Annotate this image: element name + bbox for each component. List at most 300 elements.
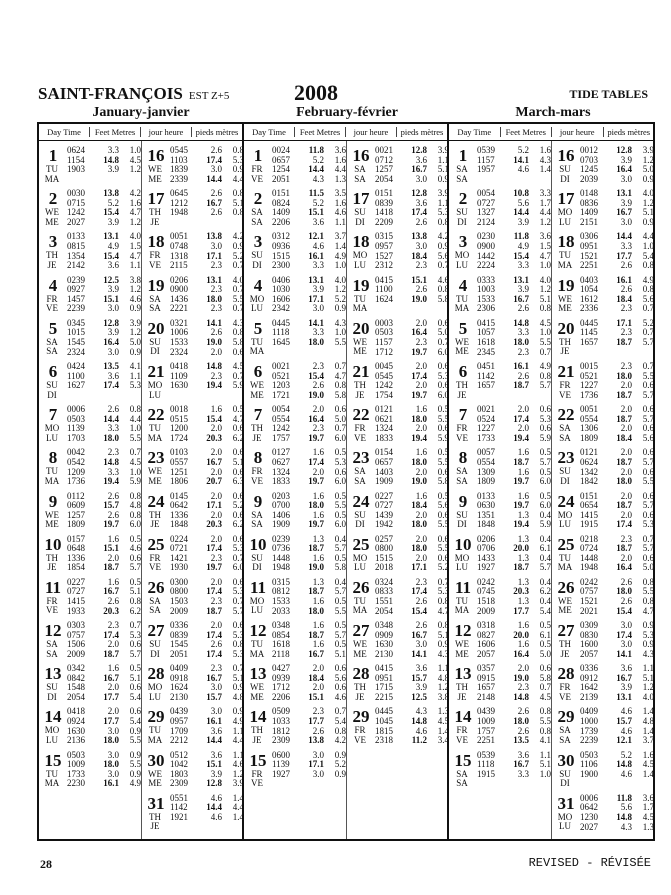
tide-time: 1736 — [67, 476, 85, 487]
column-header: pieds mètres — [603, 127, 655, 137]
tide-feet: 16.7 — [206, 456, 222, 467]
weekday-en: MO — [352, 552, 368, 563]
tide-time: 1157 — [477, 154, 495, 165]
tide-row — [170, 563, 244, 573]
tide-feet: 1.6 — [107, 576, 119, 587]
day-label — [449, 707, 477, 750]
tide-row — [67, 434, 141, 444]
tide-time: 0045 — [375, 360, 393, 371]
tide-time: 1433 — [477, 552, 495, 563]
tide-time: 0427 — [272, 663, 290, 674]
day-label — [552, 751, 580, 794]
tide-time: 2130 — [375, 648, 393, 659]
tide-feet: 2.6 — [620, 260, 632, 271]
tide-list — [170, 621, 244, 664]
tide-time: 1157 — [375, 336, 393, 347]
tide-time: 0345 — [67, 317, 85, 328]
tide-time: 0706 — [477, 543, 495, 554]
tide-feet: 19.7 — [308, 519, 324, 530]
weekday — [244, 424, 270, 443]
tide-metres: 5.6 — [437, 500, 449, 511]
day-entry — [449, 276, 551, 319]
tide-metres: 0.6 — [232, 346, 244, 357]
day-label — [244, 146, 272, 189]
day-label — [142, 664, 170, 707]
weekday-fr: VE — [149, 259, 161, 270]
day-entry — [552, 232, 654, 275]
tide-metres: 0.9 — [437, 173, 449, 184]
tide-metres: 4.3 — [437, 648, 449, 659]
tide-time: 1242 — [67, 207, 85, 218]
day-entry — [552, 492, 654, 535]
weekday — [449, 554, 475, 573]
tide-list — [67, 405, 141, 448]
tide-feet: 15.1 — [103, 543, 119, 554]
tide-time: 2221 — [170, 303, 188, 314]
tide-time: 1251 — [170, 466, 188, 477]
tide-time: 1009 — [477, 716, 495, 727]
page-number: 28 — [40, 857, 52, 871]
tide-feet: 14.1 — [411, 648, 427, 659]
tide-metres: 4.0 — [642, 692, 654, 703]
weekday-fr: JE — [457, 389, 467, 400]
tide-time: 0103 — [170, 447, 188, 458]
tide-time: 0839 — [375, 197, 393, 208]
tide-feet: 17.4 — [206, 629, 222, 640]
weekday — [552, 597, 578, 616]
day-label — [449, 535, 477, 578]
tide-metres: 0.5 — [334, 509, 346, 520]
tide-time: 1421 — [170, 552, 188, 563]
day-entry — [552, 189, 654, 232]
tide-metres: 5.3 — [437, 586, 449, 597]
tide-feet: 3.3 — [107, 423, 119, 434]
day-number: 25 — [147, 534, 165, 554]
day-number: 12 — [44, 621, 62, 641]
weekday — [39, 467, 65, 486]
tide-time: 1712 — [272, 682, 290, 693]
tide-time: 1948 — [170, 207, 188, 218]
tide-metres: 6.0 — [334, 432, 346, 443]
day-number: 21 — [147, 361, 165, 381]
tide-feet: 18.0 — [616, 586, 632, 597]
weekday — [142, 597, 168, 616]
tide-feet: 2.0 — [107, 639, 119, 650]
tide-feet: 3.3 — [107, 145, 119, 155]
day-entry — [552, 146, 654, 189]
tide-feet: 15.7 — [616, 716, 632, 727]
tide-feet: 1.3 — [312, 576, 324, 587]
tide-metres: 5.5 — [129, 759, 141, 770]
tide-metres: 0.9 — [129, 303, 141, 314]
tide-row — [67, 520, 141, 530]
days-1-15 — [449, 141, 551, 839]
tide-feet: 11.5 — [308, 188, 324, 199]
tide-row — [477, 304, 551, 314]
day-label — [552, 707, 580, 750]
weekday-fr: DI — [560, 778, 570, 789]
day-number: 25 — [352, 534, 370, 554]
tide-feet: 19.0 — [308, 389, 324, 400]
tide-row — [477, 693, 551, 703]
tide-feet: 1.6 — [210, 404, 222, 415]
column-header: Feet Metres — [89, 127, 140, 137]
tide-metres: 0.5 — [539, 447, 551, 458]
weekday — [552, 554, 578, 573]
tide-metres: 4.9 — [129, 778, 141, 789]
tide-metres: 1.6 — [129, 197, 141, 208]
weekday — [142, 165, 168, 184]
tide-feet: 19.7 — [513, 476, 529, 487]
day-label — [552, 621, 580, 664]
day-number: 2 — [48, 189, 58, 209]
tide-list — [67, 362, 141, 405]
tide-time: 1600 — [580, 639, 598, 650]
day-entry — [244, 707, 346, 750]
weekday-en: SA — [149, 595, 161, 606]
weekday-en: SA — [354, 466, 366, 477]
weekday-en: SU — [251, 552, 263, 563]
tide-metres: 5.6 — [642, 293, 654, 304]
tide-metres: 1.1 — [437, 663, 449, 674]
tide-time: 1230 — [580, 812, 598, 822]
tide-feet: 15.7 — [206, 692, 222, 703]
tide-feet: 3.0 — [312, 749, 324, 760]
day-entry — [449, 146, 551, 189]
tide-metres: 0.5 — [437, 404, 449, 415]
tide-feet: 20.3 — [206, 432, 222, 443]
tide-metres: 0.7 — [437, 336, 449, 347]
day-label — [552, 794, 580, 837]
tide-feet: 16.7 — [616, 672, 632, 683]
tide-metres: 4.5 — [642, 812, 654, 822]
tide-metres: 5.5 — [437, 519, 449, 530]
tide-time: 0054 — [272, 404, 290, 415]
weekday-en: TH — [354, 682, 366, 693]
tide-feet: 3.0 — [620, 620, 632, 631]
tide-feet: 3.9 — [620, 154, 632, 165]
tide-row — [67, 218, 141, 228]
weekday — [142, 554, 168, 573]
tide-metres: 4.4 — [539, 207, 551, 218]
tide-time: 0757 — [67, 629, 85, 640]
tide-metres: 0.7 — [232, 596, 244, 607]
day-number: 23 — [557, 448, 575, 468]
day-label — [142, 232, 170, 275]
day-number: 13 — [44, 664, 62, 684]
tide-time: 0900 — [477, 240, 495, 251]
tide-row — [67, 736, 141, 746]
weekday-fr: MA — [557, 259, 573, 270]
tide-row — [272, 563, 346, 573]
tide-time: 0545 — [170, 145, 188, 155]
tide-row — [580, 607, 654, 617]
weekday — [449, 424, 475, 443]
tide-time: 0503 — [580, 749, 598, 760]
tide-time: 2148 — [477, 692, 495, 703]
day-number: 2 — [253, 189, 263, 209]
tide-metres: 5.0 — [334, 413, 346, 424]
tide-feet: 3.9 — [517, 284, 529, 295]
weekday — [552, 295, 578, 314]
tide-feet: 17.1 — [206, 500, 222, 511]
tide-time: 0133 — [67, 231, 85, 242]
tide-metres: 0.6 — [539, 663, 551, 674]
tide-time: 1521 — [580, 250, 598, 261]
weekday-en: TU — [559, 250, 571, 261]
tide-feet: 2.0 — [210, 466, 222, 477]
tide-feet: 2.0 — [415, 533, 427, 544]
column-header-row — [449, 124, 654, 141]
tide-time: 1848 — [170, 519, 188, 530]
tide-time: 0515 — [170, 413, 188, 424]
weekday — [347, 338, 373, 357]
tide-time: 1318 — [170, 250, 188, 261]
month-block — [449, 124, 654, 839]
weekday-fr: MA — [147, 735, 163, 746]
tide-feet: 17.7 — [513, 605, 529, 616]
tide-metres: 1.1 — [437, 197, 449, 208]
tide-time: 0006 — [580, 792, 598, 803]
tide-feet: 3.3 — [312, 260, 324, 271]
weekday-en: TU — [46, 768, 58, 779]
tide-feet: 14.4 — [206, 735, 222, 746]
day-entry — [39, 319, 141, 362]
tide-feet: 17.4 — [206, 648, 222, 659]
tide-feet: 19.4 — [103, 476, 119, 487]
day-label — [552, 405, 580, 448]
tide-list — [477, 362, 551, 405]
day-label — [142, 707, 170, 750]
tide-metres: 5.7 — [642, 389, 654, 400]
weekday — [552, 683, 578, 702]
tide-list — [272, 751, 346, 794]
tide-row — [170, 813, 244, 823]
tide-metres: 5.3 — [232, 586, 244, 597]
tide-metres: 0.6 — [437, 533, 449, 544]
day-label — [244, 707, 272, 750]
tide-time: 0018 — [170, 404, 188, 415]
tide-row — [375, 477, 449, 487]
tide-feet: 19.7 — [308, 432, 324, 443]
weekday — [449, 467, 475, 486]
tide-metres: 0.9 — [437, 639, 449, 650]
tide-row — [375, 348, 449, 358]
tide-time: 0512 — [170, 749, 188, 760]
day-label — [142, 189, 170, 232]
tide-time: 0415 — [477, 317, 495, 328]
tide-feet: 15.1 — [206, 759, 222, 770]
weekday-fr: LU — [559, 216, 571, 227]
tide-feet: 2.0 — [210, 576, 222, 587]
tide-metres: 0.4 — [334, 533, 346, 544]
day-entry — [142, 492, 244, 535]
tide-time: 0503 — [375, 327, 393, 338]
tide-list — [170, 448, 244, 491]
tide-time: 0148 — [580, 188, 598, 199]
tide-feet: 2.6 — [210, 207, 222, 218]
tide-feet: 15.7 — [411, 672, 427, 683]
tide-time: 0951 — [375, 672, 393, 683]
weekday — [449, 726, 475, 745]
tide-row — [477, 736, 551, 746]
tide-time: 1100 — [375, 284, 393, 295]
tide-metres: 5.0 — [539, 648, 551, 659]
tide-time: 0300 — [170, 576, 188, 587]
tide-time: 0336 — [170, 620, 188, 631]
day-number: 7 — [458, 405, 468, 425]
tide-time: 0409 — [580, 706, 598, 717]
weekday-en: TU — [46, 164, 58, 174]
tide-feet: 5.2 — [517, 145, 529, 155]
tide-feet: 4.6 — [210, 812, 222, 822]
tide-metres: 4.6 — [232, 759, 244, 770]
weekday-fr: DI — [560, 173, 570, 184]
tide-metres: 0.5 — [129, 663, 141, 674]
tide-metres: 0.7 — [437, 576, 449, 587]
weekday — [244, 338, 270, 357]
weekday — [244, 165, 270, 184]
weekday-en: WE — [45, 207, 59, 218]
tide-metres: 1.0 — [129, 423, 141, 434]
tide-feet: 18.7 — [616, 389, 632, 400]
tide-metres: 0.6 — [232, 466, 244, 477]
tide-metres: 3.6 — [539, 231, 551, 242]
weekday — [449, 381, 475, 400]
tide-feet: 17.7 — [616, 250, 632, 261]
day-number: 25 — [557, 534, 575, 554]
month-body — [244, 141, 447, 839]
day-entry — [244, 405, 346, 448]
tide-metres: 5.1 — [437, 164, 449, 175]
tide-time: 2130 — [170, 692, 188, 703]
tide-time: 1100 — [67, 370, 85, 381]
day-number: 16 — [147, 146, 165, 165]
weekday-fr: SA — [251, 216, 263, 227]
day-label — [39, 319, 67, 362]
tide-time: 0303 — [67, 620, 85, 631]
day-number: 27 — [147, 621, 165, 641]
tide-feet: 2.3 — [210, 284, 222, 295]
weekday-en: TH — [456, 379, 468, 390]
tide-metres: 1.4 — [334, 240, 346, 251]
weekday-en: MO — [454, 552, 470, 563]
tide-row — [67, 779, 141, 789]
tide-row — [170, 650, 244, 660]
tide-feet: 18.7 — [616, 500, 632, 511]
weekday-en: SA — [559, 725, 571, 736]
tide-feet: 12.8 — [411, 188, 427, 199]
weekday-en: WE — [353, 639, 367, 650]
weekday-en: SA — [456, 466, 468, 477]
tide-time: 1324 — [375, 423, 393, 434]
tide-feet: 2.0 — [620, 509, 632, 520]
tide-metres: 3.9 — [129, 317, 141, 328]
tide-time: 0727 — [67, 586, 85, 597]
tide-time: 1042 — [170, 759, 188, 770]
day-number: 14 — [454, 707, 472, 727]
weekday-fr: SA — [559, 735, 571, 746]
tide-row — [67, 693, 141, 703]
tide-feet: 18.7 — [513, 380, 529, 391]
tide-time: 1736 — [580, 389, 598, 400]
tide-time: 0627 — [272, 456, 290, 467]
tide-metres: 5.8 — [437, 293, 449, 304]
tide-feet: 2.3 — [620, 327, 632, 338]
tide-metres: 0.8 — [642, 596, 654, 607]
tide-feet: 18.0 — [308, 605, 324, 616]
tide-feet: 15.1 — [308, 692, 324, 703]
tide-time: 1324 — [272, 466, 290, 477]
weekday — [39, 554, 65, 573]
tide-metres: 4.8 — [642, 716, 654, 727]
tide-time: 0227 — [375, 490, 393, 501]
tide-list — [272, 319, 346, 362]
tide-time: 1409 — [272, 207, 290, 218]
tide-feet: 2.3 — [620, 303, 632, 314]
tide-time: 1242 — [375, 380, 393, 391]
tide-time: 1142 — [170, 802, 188, 813]
tide-metres: 1.4 — [232, 812, 244, 822]
weekday-en: SA — [149, 293, 161, 304]
tide-feet: 3.0 — [107, 346, 119, 357]
day-entry — [142, 621, 244, 664]
tide-metres: 5.7 — [334, 586, 346, 597]
day-entry — [347, 146, 449, 189]
weekday-fr: VE — [456, 735, 468, 746]
tide-time: 0554 — [272, 413, 290, 424]
tide-row — [170, 261, 244, 271]
tide-row — [375, 520, 449, 530]
tide-metres: 4.7 — [334, 370, 346, 381]
tide-metres: 6.0 — [334, 476, 346, 487]
tide-time: 1154 — [67, 154, 85, 165]
day-label — [449, 189, 477, 232]
day-number: 28 — [557, 664, 575, 684]
weekday-en: WE — [455, 336, 469, 347]
tide-metres: 0.5 — [334, 620, 346, 631]
day-label — [39, 146, 67, 189]
tide-feet: 4.3 — [620, 821, 632, 832]
weekday-fr: LU — [46, 432, 58, 443]
tide-time: 2212 — [170, 735, 188, 746]
tide-feet: 2.6 — [415, 284, 427, 295]
tide-row — [272, 520, 346, 530]
weekday-en: SU — [46, 682, 58, 693]
day-number: 5 — [458, 318, 468, 338]
tide-feet: 17.4 — [103, 380, 119, 391]
tide-list — [67, 232, 141, 275]
tide-feet: 17.1 — [616, 317, 632, 328]
tide-time: 0015 — [580, 360, 598, 371]
tide-feet: 2.0 — [312, 466, 324, 477]
tide-row — [580, 175, 654, 185]
tide-metres: 0.8 — [437, 596, 449, 607]
tide-metres: 0.6 — [437, 423, 449, 434]
tide-metres: 3.6 — [334, 145, 346, 155]
weekday-fr: JE — [252, 735, 262, 746]
weekday — [244, 511, 270, 530]
day-entry — [347, 707, 449, 750]
weekday-fr: ME — [45, 519, 59, 530]
tide-feet: 3.6 — [210, 749, 222, 760]
weekday-fr: VE — [559, 389, 571, 400]
tide-metres: 0.9 — [129, 768, 141, 779]
tide-time: 0833 — [375, 586, 393, 597]
tide-feet: 16.1 — [616, 274, 632, 285]
tide-metres: 5.9 — [232, 380, 244, 391]
tide-list — [272, 232, 346, 275]
